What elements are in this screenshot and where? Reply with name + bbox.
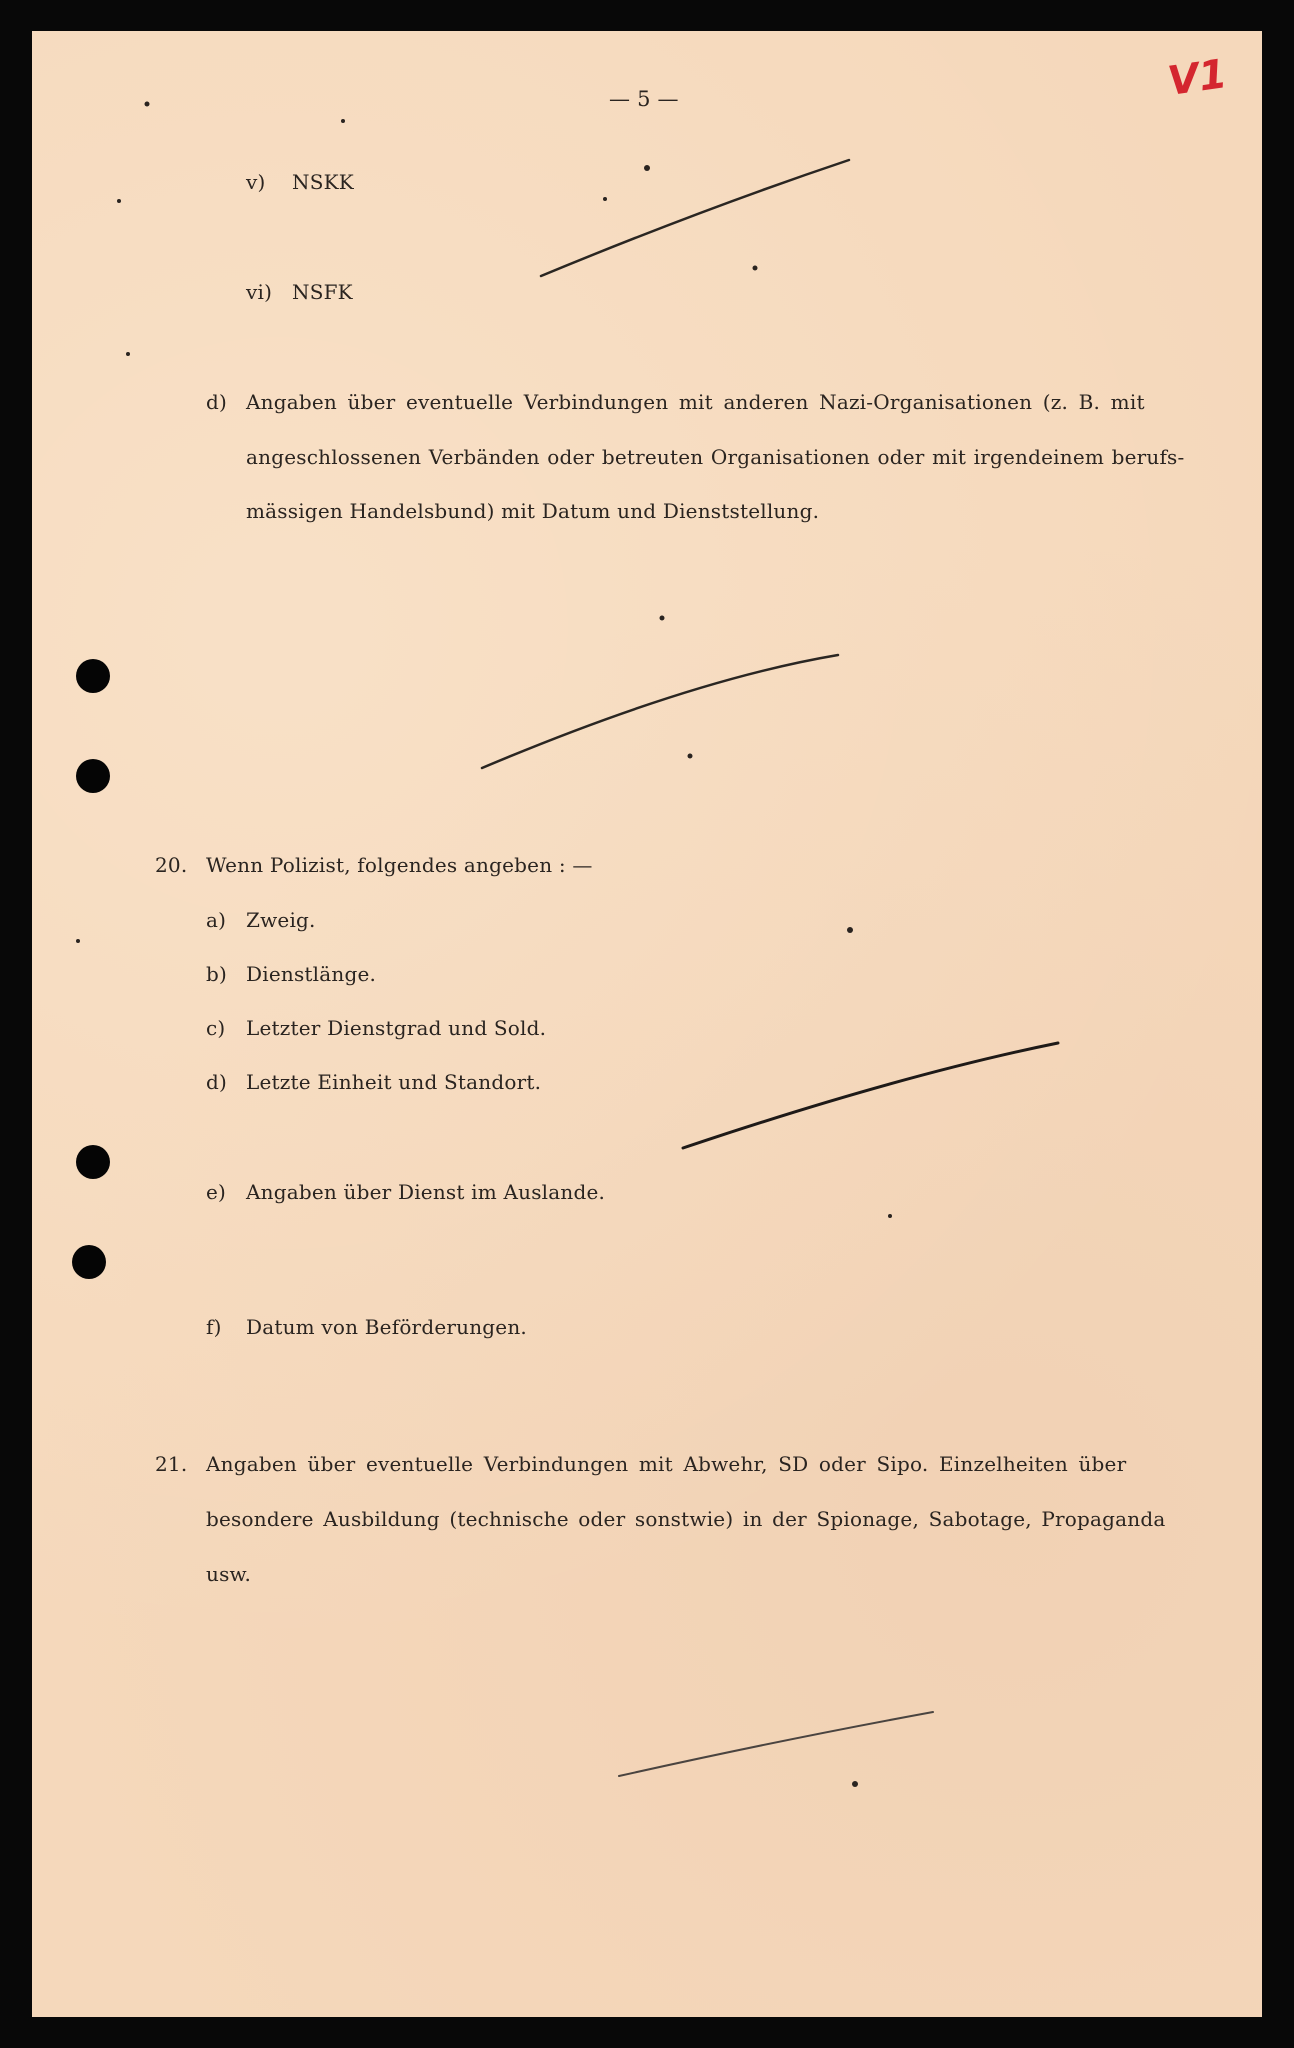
paragraph-line: Angaben über eventuelle Verbindungen mit anderen Nazi-Organisationen (z. B. mit: [246, 390, 1145, 414]
item-label: vi): [246, 280, 273, 304]
item-label: f): [206, 1315, 222, 1339]
answer-prompt: Letzter Dienstgrad und Sold.: [246, 1016, 547, 1040]
nskk-text: NSKK: [292, 170, 354, 194]
question-title: Wenn Polizist, folgendes angeben : —: [206, 853, 593, 877]
item-label: d): [206, 1070, 228, 1094]
strike-line: [683, 1043, 1058, 1148]
item-label: d): [206, 390, 228, 414]
paragraph-line: besondere Ausbildung (technische oder sonstwie) in der Spionage, Sabotage, Propaganda: [206, 1507, 1166, 1531]
item-label: v): [246, 170, 266, 194]
paragraph-line: mässigen Handelsbund) mit Datum und Dienststellung.: [246, 499, 820, 523]
paragraph-line: usw.: [206, 1562, 252, 1586]
question-number: 21.: [155, 1452, 188, 1476]
strike-line: [619, 1712, 933, 1776]
item-label: e): [206, 1180, 227, 1204]
nsfk-text: NSFK: [292, 280, 353, 304]
strike-line: [541, 160, 849, 276]
item-label: b): [206, 962, 228, 986]
strike-line: [482, 655, 838, 768]
answer-prompt: Angaben über Dienst im Auslande.: [246, 1180, 606, 1204]
paragraph-line: Angaben über eventuelle Verbindungen mit Abwehr, SD oder Sipo. Einzelheiten über: [206, 1452, 1127, 1476]
answer-prompt: Letzte Einheit und Standort.: [246, 1070, 542, 1094]
paragraph-line: angeschlossenen Verbänden oder betreuten Organisationen oder mit irgendeinem berufs-: [246, 445, 1185, 469]
answer-prompt: Datum von Beförderungen.: [246, 1315, 527, 1339]
answer-prompt: Zweig.: [246, 908, 316, 932]
question-number: 20.: [155, 853, 188, 877]
item-label: c): [206, 1016, 226, 1040]
handwritten-mark: V1: [1165, 51, 1230, 105]
answer-prompt: Dienstlänge.: [246, 962, 377, 986]
item-label: a): [206, 908, 227, 932]
page-number: — 5 —: [609, 87, 679, 111]
